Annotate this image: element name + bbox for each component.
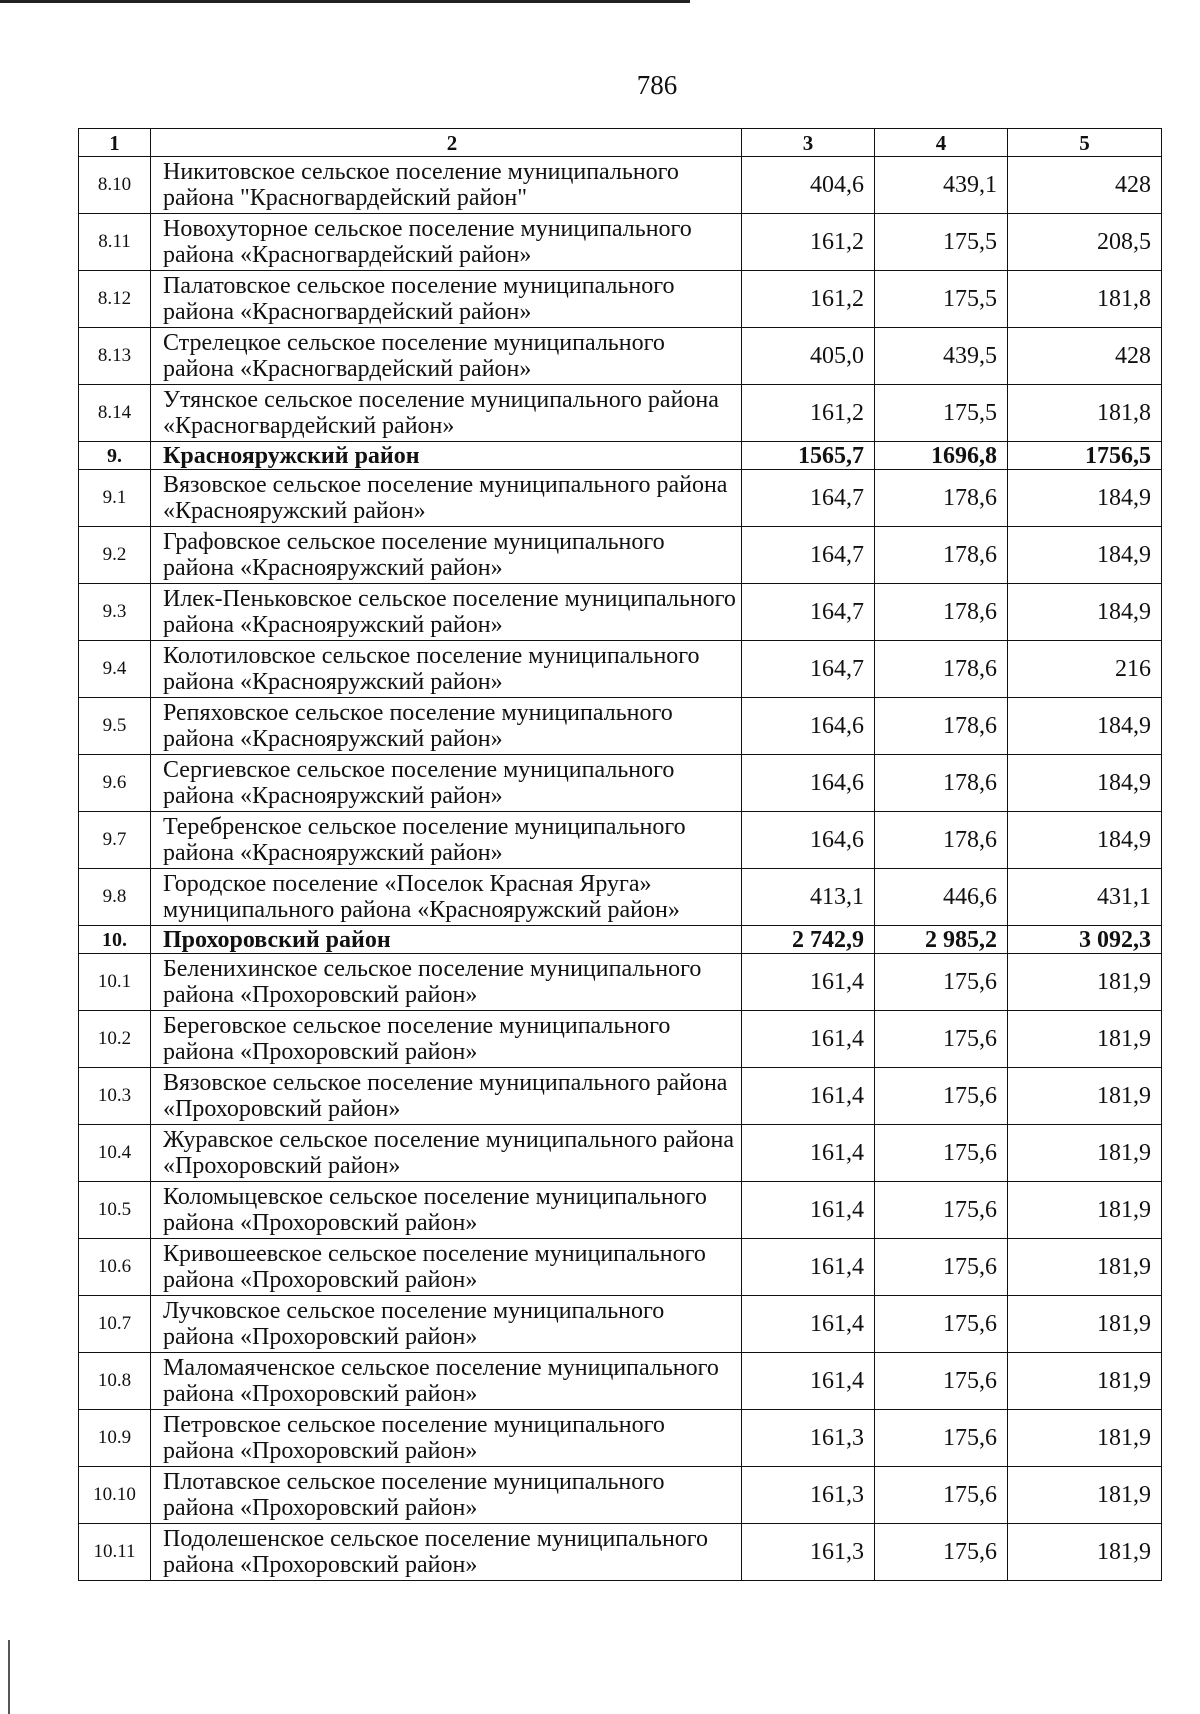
- value-col-5: 184,9: [1008, 755, 1162, 812]
- value-col-4: 178,6: [875, 470, 1008, 527]
- settlement-name: Вязовское сельское поселение муниципального района «Краснояружский район»: [151, 470, 742, 527]
- table-row: [79, 1182, 1162, 1239]
- table-row: [79, 1239, 1162, 1296]
- table-row: [79, 1524, 1162, 1581]
- value-col-4: 2 985,2: [875, 926, 1008, 954]
- table-row: [79, 755, 1162, 812]
- row-number: 10.9: [79, 1410, 151, 1467]
- row-number: 9.1: [79, 470, 151, 527]
- value-col-4: 175,6: [875, 1011, 1008, 1068]
- value-col-3: 164,6: [742, 812, 875, 869]
- row-number: 10.4: [79, 1125, 151, 1182]
- value-col-5: 181,9: [1008, 1239, 1162, 1296]
- settlement-name: Городское поселение «Поселок Красная Яруга» муниципального района «Краснояружский район»: [151, 869, 742, 926]
- value-col-3: 164,7: [742, 584, 875, 641]
- value-col-3: 161,4: [742, 1296, 875, 1353]
- row-number: 10.5: [79, 1182, 151, 1239]
- settlement-name: Краснояружский район: [151, 442, 742, 470]
- row-number: 8.11: [79, 214, 151, 271]
- value-col-3: 164,7: [742, 527, 875, 584]
- settlement-name: Сергиевское сельское поселение муниципального района «Краснояружский район»: [151, 755, 742, 812]
- value-col-4: 175,6: [875, 1296, 1008, 1353]
- value-col-5: 431,1: [1008, 869, 1162, 926]
- value-col-3: 164,7: [742, 470, 875, 527]
- col-header-2: 2: [151, 129, 742, 157]
- value-col-4: 439,5: [875, 328, 1008, 385]
- value-col-4: 1696,8: [875, 442, 1008, 470]
- table-row: [79, 954, 1162, 1011]
- table-row: [79, 157, 1162, 214]
- value-col-4: 175,6: [875, 954, 1008, 1011]
- value-col-4: 175,6: [875, 1125, 1008, 1182]
- value-col-3: 161,2: [742, 214, 875, 271]
- budget-table: [78, 128, 1162, 1581]
- value-col-3: 161,4: [742, 1239, 875, 1296]
- table-row: [79, 698, 1162, 755]
- row-number: 10.3: [79, 1068, 151, 1125]
- value-col-4: 175,5: [875, 214, 1008, 271]
- table-row: [79, 527, 1162, 584]
- value-col-4: 178,6: [875, 755, 1008, 812]
- col-header-3: 3: [742, 129, 875, 157]
- settlement-name: Лучковское сельское поселение муниципального района «Прохоровский район»: [151, 1296, 742, 1353]
- settlement-name: Коломыцевское сельское поселение муниципального района «Прохоровский район»: [151, 1182, 742, 1239]
- row-number: 10.7: [79, 1296, 151, 1353]
- value-col-5: 181,8: [1008, 385, 1162, 442]
- value-col-5: 181,9: [1008, 1296, 1162, 1353]
- settlement-name: Теребренское сельское поселение муниципального района «Краснояружский район»: [151, 812, 742, 869]
- row-number: 8.12: [79, 271, 151, 328]
- value-col-4: 178,6: [875, 641, 1008, 698]
- table-row: [79, 1353, 1162, 1410]
- row-number: 8.14: [79, 385, 151, 442]
- settlement-name: Беленихинское сельское поселение муниципального района «Прохоровский район»: [151, 954, 742, 1011]
- settlement-name: Графовское сельское поселение муниципального района «Краснояружский район»: [151, 527, 742, 584]
- value-col-5: 181,9: [1008, 1524, 1162, 1581]
- region-row: [79, 926, 1162, 954]
- table-row: [79, 1410, 1162, 1467]
- scan-edge-top: [0, 0, 690, 3]
- value-col-3: 161,4: [742, 954, 875, 1011]
- value-col-4: 446,6: [875, 869, 1008, 926]
- value-col-4: 178,6: [875, 584, 1008, 641]
- value-col-5: 3 092,3: [1008, 926, 1162, 954]
- value-col-5: 181,9: [1008, 954, 1162, 1011]
- row-number: 10.11: [79, 1524, 151, 1581]
- settlement-name: Маломаяченское сельское поселение муниципального района «Прохоровский район»: [151, 1353, 742, 1410]
- settlement-name: Утянское сельское поселение муниципального района «Красногвардейский район»: [151, 385, 742, 442]
- scan-edge-left: [8, 1640, 10, 1714]
- value-col-4: 175,6: [875, 1239, 1008, 1296]
- value-col-3: 1565,7: [742, 442, 875, 470]
- value-col-4: 178,6: [875, 698, 1008, 755]
- value-col-4: 175,6: [875, 1410, 1008, 1467]
- row-number: 10.8: [79, 1353, 151, 1410]
- value-col-3: 161,4: [742, 1068, 875, 1125]
- value-col-5: 181,9: [1008, 1353, 1162, 1410]
- row-number: 9.: [79, 442, 151, 470]
- value-col-3: 161,4: [742, 1353, 875, 1410]
- value-col-4: 175,5: [875, 271, 1008, 328]
- row-number: 9.7: [79, 812, 151, 869]
- value-col-3: 161,3: [742, 1467, 875, 1524]
- value-col-5: 181,9: [1008, 1467, 1162, 1524]
- value-col-5: 181,9: [1008, 1068, 1162, 1125]
- value-col-4: 178,6: [875, 527, 1008, 584]
- table-row: [79, 812, 1162, 869]
- value-col-3: 161,2: [742, 385, 875, 442]
- settlement-name: Илек-Пеньковское сельское поселение муниципального района «Краснояружский район»: [151, 584, 742, 641]
- settlement-name: Кривошеевское сельское поселение муниципального района «Прохоровский район»: [151, 1239, 742, 1296]
- settlement-name: Палатовское сельское поселение муниципального района «Красногвардейский район»: [151, 271, 742, 328]
- value-col-3: 164,6: [742, 698, 875, 755]
- value-col-5: 184,9: [1008, 527, 1162, 584]
- value-col-3: 161,2: [742, 271, 875, 328]
- value-col-4: 175,6: [875, 1467, 1008, 1524]
- settlement-name: Петровское сельское поселение муниципального района «Прохоровский район»: [151, 1410, 742, 1467]
- col-header-4: 4: [875, 129, 1008, 157]
- page-number: 786: [636, 70, 678, 100]
- table-row: [79, 1467, 1162, 1524]
- value-col-5: 181,8: [1008, 271, 1162, 328]
- table-row: [79, 1125, 1162, 1182]
- settlement-name: Береговское сельское поселение муниципального района «Прохоровский район»: [151, 1011, 742, 1068]
- settlement-name: Плотавское сельское поселение муниципального района «Прохоровский район»: [151, 1467, 742, 1524]
- value-col-3: 2 742,9: [742, 926, 875, 954]
- value-col-4: 175,6: [875, 1353, 1008, 1410]
- col-header-5: 5: [1008, 129, 1162, 157]
- table-row: [79, 584, 1162, 641]
- table-body: [79, 157, 1162, 1581]
- value-col-3: 161,3: [742, 1524, 875, 1581]
- row-number: 10.2: [79, 1011, 151, 1068]
- settlement-name: Прохоровский район: [151, 926, 742, 954]
- value-col-4: 439,1: [875, 157, 1008, 214]
- value-col-5: 184,9: [1008, 812, 1162, 869]
- table-row: [79, 385, 1162, 442]
- value-col-3: 164,6: [742, 755, 875, 812]
- table-row: [79, 214, 1162, 271]
- row-number: 10.: [79, 926, 151, 954]
- region-row: [79, 442, 1162, 470]
- value-col-4: 175,6: [875, 1068, 1008, 1125]
- row-number: 9.5: [79, 698, 151, 755]
- table-header-row: [79, 129, 1162, 157]
- value-col-4: 175,6: [875, 1524, 1008, 1581]
- settlement-name: Подолешенское сельское поселение муниципального района «Прохоровский район»: [151, 1524, 742, 1581]
- row-number: 10.1: [79, 954, 151, 1011]
- row-number: 9.2: [79, 527, 151, 584]
- table-row: [79, 1296, 1162, 1353]
- row-number: 8.10: [79, 157, 151, 214]
- col-header-1: 1: [79, 129, 151, 157]
- settlement-name: Никитовское сельское поселение муниципального района "Красногвардейский район": [151, 157, 742, 214]
- value-col-5: 216: [1008, 641, 1162, 698]
- value-col-5: 181,9: [1008, 1182, 1162, 1239]
- value-col-5: 184,9: [1008, 470, 1162, 527]
- settlement-name: Репяховское сельское поселение муниципального района «Краснояружский район»: [151, 698, 742, 755]
- value-col-3: 413,1: [742, 869, 875, 926]
- value-col-4: 175,5: [875, 385, 1008, 442]
- table-row: [79, 869, 1162, 926]
- value-col-5: 184,9: [1008, 698, 1162, 755]
- value-col-3: 405,0: [742, 328, 875, 385]
- table-row: [79, 470, 1162, 527]
- value-col-3: 164,7: [742, 641, 875, 698]
- settlement-name: Вязовское сельское поселение муниципального района «Прохоровский район»: [151, 1068, 742, 1125]
- value-col-5: 428: [1008, 157, 1162, 214]
- table-row: [79, 328, 1162, 385]
- settlement-name: Стрелецкое сельское поселение муниципального района «Красногвардейский район»: [151, 328, 742, 385]
- value-col-5: 184,9: [1008, 584, 1162, 641]
- value-col-3: 161,4: [742, 1125, 875, 1182]
- row-number: 9.6: [79, 755, 151, 812]
- value-col-3: 404,6: [742, 157, 875, 214]
- value-col-5: 1756,5: [1008, 442, 1162, 470]
- value-col-5: 181,9: [1008, 1125, 1162, 1182]
- row-number: 8.13: [79, 328, 151, 385]
- value-col-5: 181,9: [1008, 1410, 1162, 1467]
- table-row: [79, 271, 1162, 328]
- row-number: 9.3: [79, 584, 151, 641]
- row-number: 10.10: [79, 1467, 151, 1524]
- value-col-4: 175,6: [875, 1182, 1008, 1239]
- row-number: 9.4: [79, 641, 151, 698]
- row-number: 9.8: [79, 869, 151, 926]
- value-col-3: 161,4: [742, 1182, 875, 1239]
- value-col-5: 181,9: [1008, 1011, 1162, 1068]
- value-col-5: 428: [1008, 328, 1162, 385]
- table-row: [79, 641, 1162, 698]
- table-row: [79, 1068, 1162, 1125]
- table-row: [79, 1011, 1162, 1068]
- settlement-name: Новохуторное сельское поселение муниципального района «Красногвардейский район»: [151, 214, 742, 271]
- value-col-3: 161,4: [742, 1011, 875, 1068]
- row-number: 10.6: [79, 1239, 151, 1296]
- value-col-3: 161,3: [742, 1410, 875, 1467]
- settlement-name: Журавское сельское поселение муниципального района «Прохоровский район»: [151, 1125, 742, 1182]
- value-col-4: 178,6: [875, 812, 1008, 869]
- value-col-5: 208,5: [1008, 214, 1162, 271]
- settlement-name: Колотиловское сельское поселение муниципального района «Краснояружский район»: [151, 641, 742, 698]
